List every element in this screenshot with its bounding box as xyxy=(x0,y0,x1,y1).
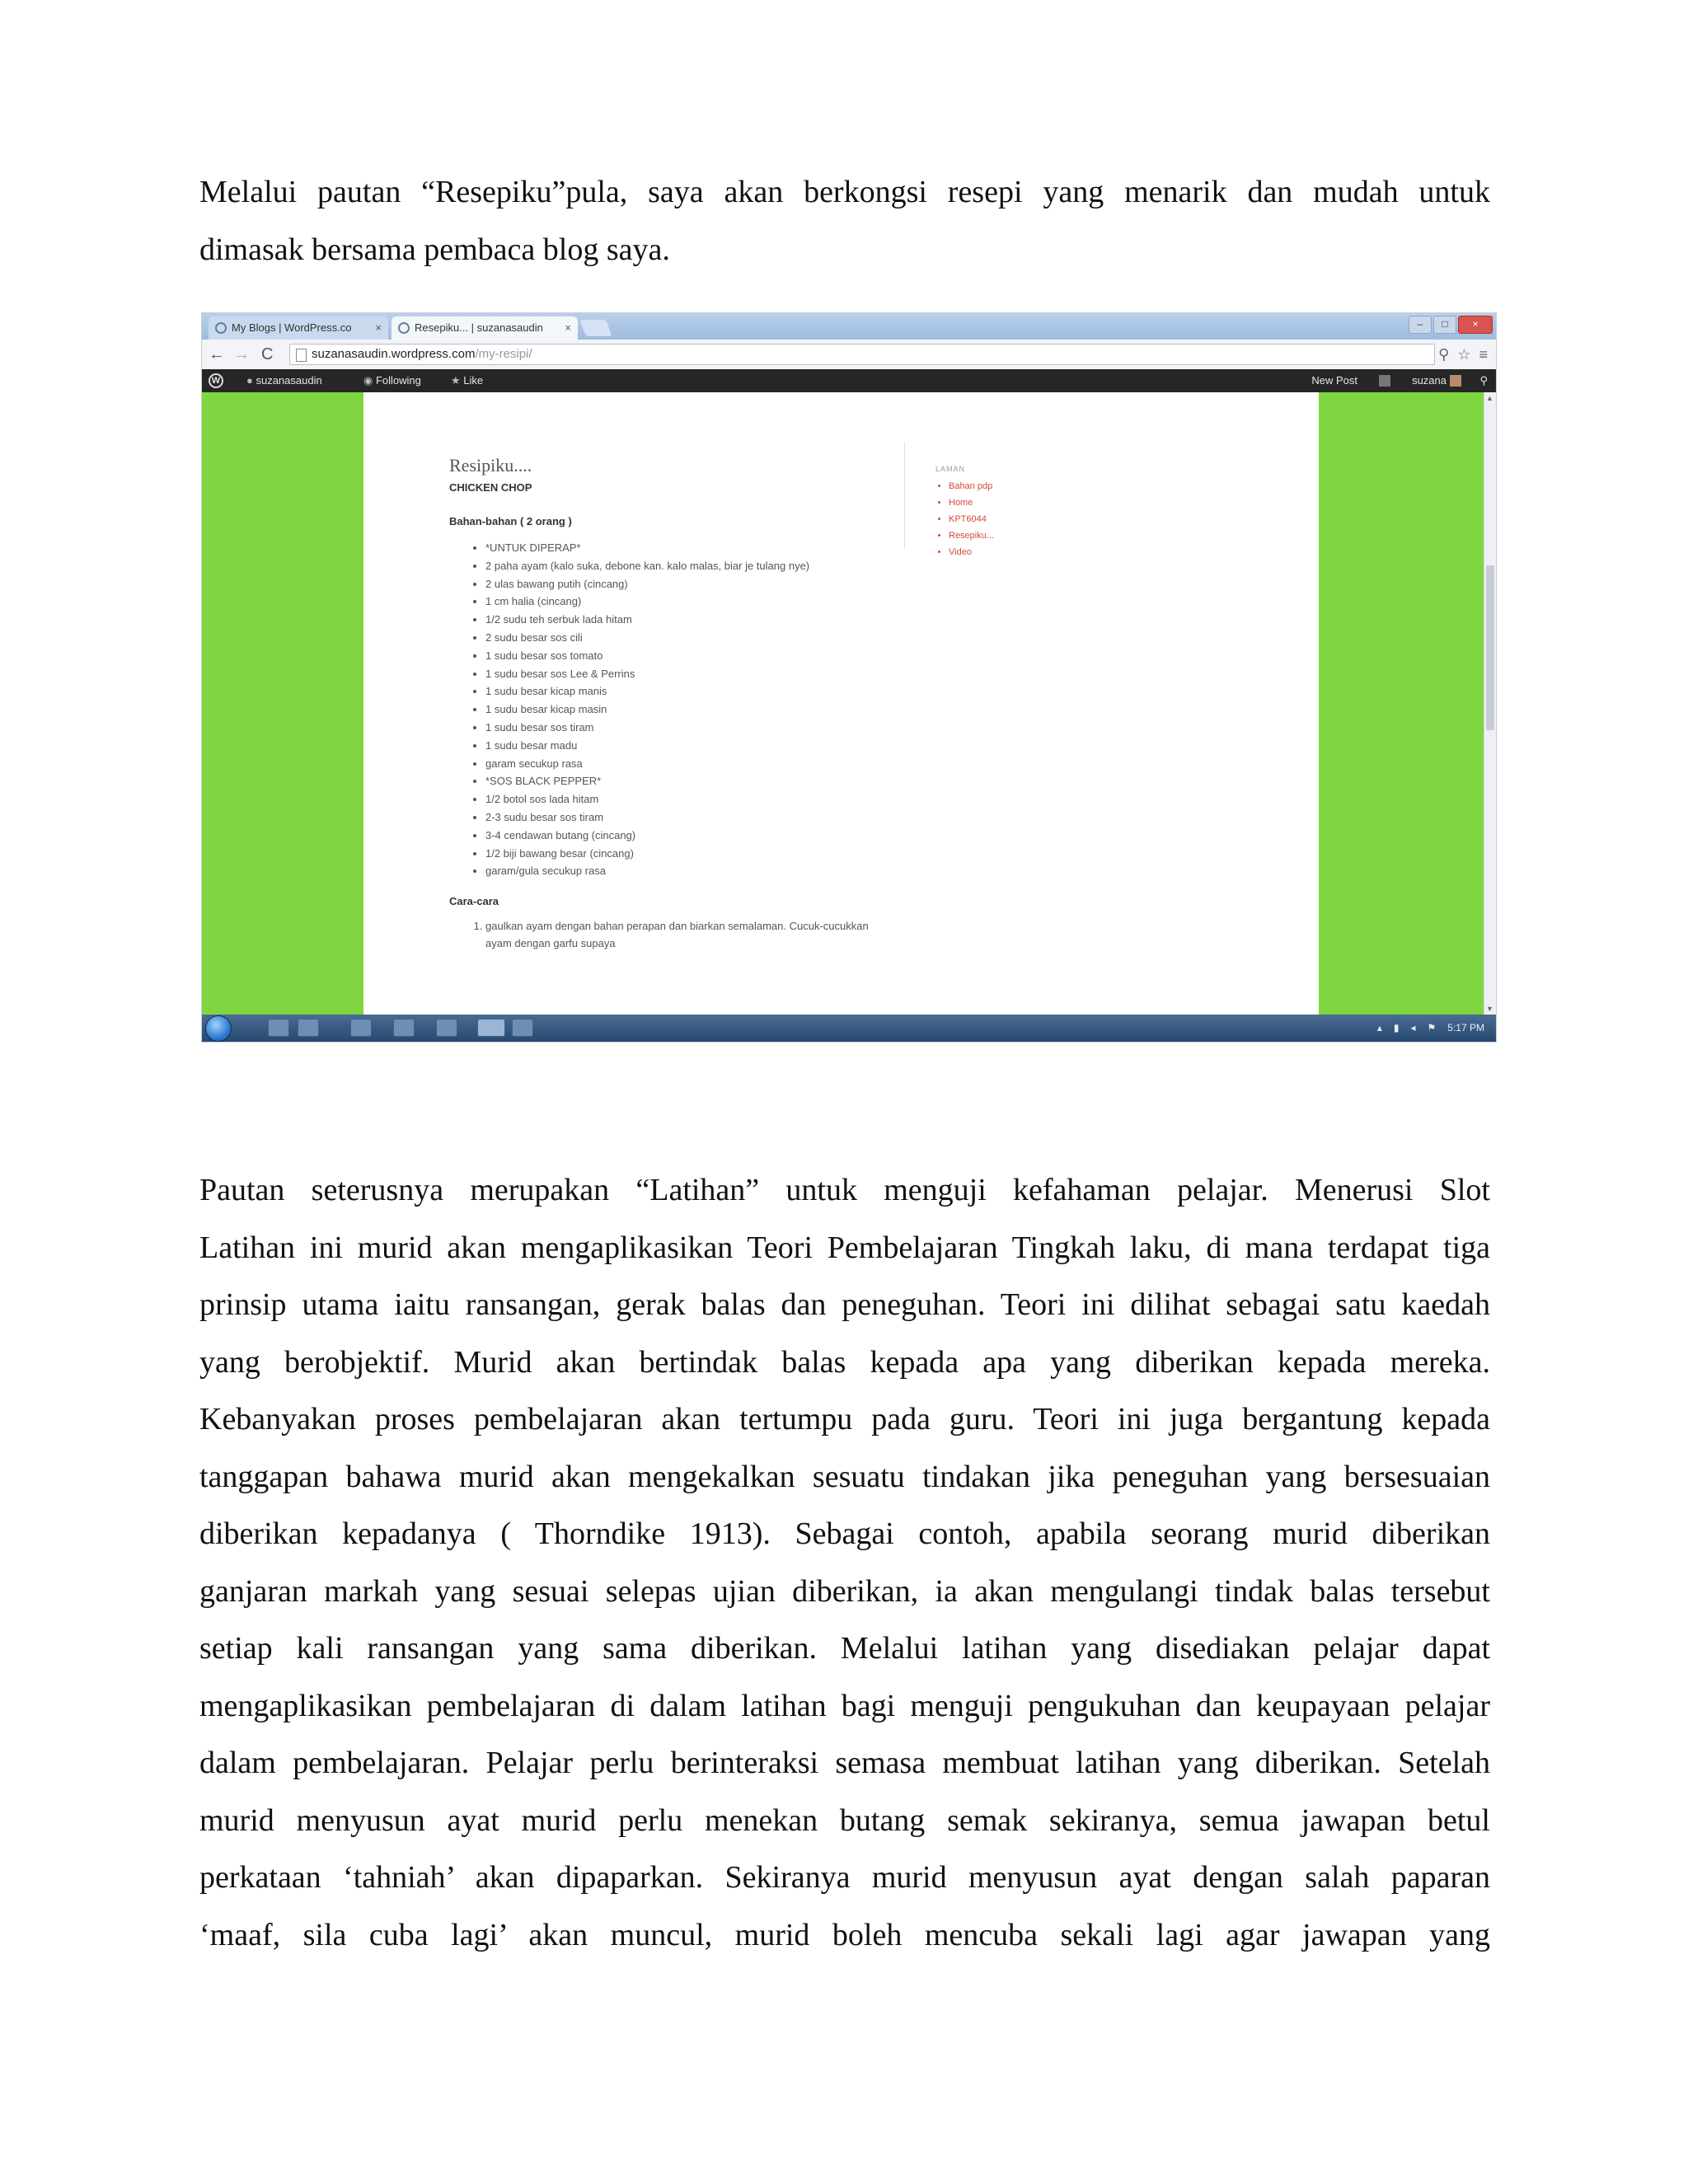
list-item: • 1 sudu besar kicap manis xyxy=(485,682,911,701)
sidebar-item-kpt6044: • KPT6044 xyxy=(949,511,994,527)
flag-icon: ⚑ xyxy=(1427,1022,1437,1033)
recipe-name: CHICKEN CHOP xyxy=(449,481,532,494)
start-button-icon xyxy=(205,1015,232,1042)
list-item: • 1 sudu besar kicap masin xyxy=(485,701,911,719)
star-icon: ★ xyxy=(451,374,464,387)
intro-paragraph xyxy=(199,164,1490,279)
ingredient-list xyxy=(449,539,911,880)
list-item: • *UNTUK DIPERAP* xyxy=(485,539,911,557)
close-icon: × xyxy=(375,321,382,334)
url-host: suzanasaudin.wordpress.com xyxy=(312,347,476,361)
sidebar-item-bahan-pdp: • Bahan pdp xyxy=(949,478,994,494)
paragraph-line: mengaplikasikan pembelajaran di dalam latihan bagi menguji pengukuhan dan keupayaan pelajar xyxy=(199,1688,1490,1723)
notifications-icon xyxy=(1379,375,1390,387)
list-item: • garam secukup rasa xyxy=(485,755,911,773)
paragraph-line: dimasak bersama pembaca blog saya. xyxy=(199,232,670,267)
following-label: Following xyxy=(375,374,421,387)
blog-post xyxy=(449,455,911,952)
reader-icon: ◉ xyxy=(363,374,376,387)
blog-content-area xyxy=(363,392,1319,1015)
url-path: /my-resipi/ xyxy=(475,347,532,361)
system-tray xyxy=(1377,1015,1484,1042)
list-item: • 1/2 botol sos lada hitam xyxy=(485,790,911,808)
clock: 5:17 PM xyxy=(1447,1022,1484,1033)
body-paragraph xyxy=(199,1162,1490,1964)
media-player-icon xyxy=(350,1019,372,1037)
page-background-right xyxy=(1319,392,1484,1015)
zoom-icon: ⚲ xyxy=(1438,346,1450,363)
new-post-link: New Post xyxy=(1311,374,1357,387)
taskbar-app-icon xyxy=(436,1019,457,1037)
browser-tab-strip xyxy=(202,313,1496,340)
close-window-icon: × xyxy=(1458,316,1493,334)
site-name: suzanasaudin xyxy=(256,374,322,387)
paragraph-line: Pautan seterusnya merupakan “Latihan” untuk menguji kefahaman pelajar. Menerusi Slot xyxy=(199,1173,1490,1207)
like-label: Like xyxy=(463,374,484,387)
network-icon: ▮ xyxy=(1393,1022,1400,1033)
sidebar-item-home: • Home xyxy=(949,494,994,511)
site-link xyxy=(246,369,322,392)
browser-toolbar xyxy=(202,340,1496,370)
like-button xyxy=(451,369,483,392)
scroll-down-arrow-icon: ▼ xyxy=(1486,1005,1493,1013)
tab-label: My Blogs | WordPress.co xyxy=(232,321,352,334)
paragraph-line: perkataan ‘tahniah’ akan dipaparkan. Sekiranya murid menyusun ayat dengan salah paparan xyxy=(199,1860,1490,1895)
taskbar-app-icon xyxy=(512,1019,533,1037)
window-controls xyxy=(1409,316,1493,334)
list-item: • 1 sudu besar sos tomato xyxy=(485,647,911,665)
list-item: • *SOS BLACK PEPPER* xyxy=(485,772,911,790)
paragraph-line: dalam pembelajaran. Pelajar perlu berinteraksi semasa membuat latihan yang diberikan. Setelah xyxy=(199,1746,1490,1780)
paragraph-line: Melalui pautan “Resepiku”pula, saya akan berkongsi resepi yang menarik dan mudah untuk xyxy=(199,175,1490,209)
following-link xyxy=(363,369,421,392)
post-title: Resipiku.... xyxy=(449,455,532,476)
paragraph-line: ‘maaf, sila cuba lagi’ akan muncul, murid boleh mencuba sekali lagi agar jawapan yang xyxy=(199,1917,1490,1952)
page-icon xyxy=(296,349,307,362)
wordpress-logo-icon: W xyxy=(209,373,223,388)
maximize-icon: □ xyxy=(1433,316,1456,334)
sidebar-divider xyxy=(904,442,905,549)
list-item: • 2 ulas bawang putih (cincang) xyxy=(485,575,911,593)
minimize-icon: – xyxy=(1409,316,1432,334)
paragraph-line: Latihan ini murid akan mengaplikasikan Teori Pembelajaran Tingkah laku, di mana terdapat tiga xyxy=(199,1230,1490,1265)
file-explorer-icon xyxy=(298,1019,319,1037)
list-item: • 2 sudu besar sos cili xyxy=(485,629,911,647)
user-menu: suzana xyxy=(1412,374,1447,387)
search-icon: ⚲ xyxy=(1479,374,1488,387)
list-item: • 2-3 sudu besar sos tiram xyxy=(485,808,911,827)
taskbar-app-icon xyxy=(393,1019,415,1037)
globe-icon: ● xyxy=(246,374,256,387)
sidebar-title: LAMAN xyxy=(935,465,966,473)
scroll-up-arrow-icon: ▲ xyxy=(1486,394,1493,402)
embedded-browser-screenshot xyxy=(202,313,1496,1042)
list-item: • 2 paha ayam (kalo suka, debone kan. kalo malas, biar je tulang nye) xyxy=(485,557,832,575)
browser-tab-active xyxy=(392,316,578,340)
page-scrollbar xyxy=(1484,392,1496,1015)
steps-heading: Cara-cara xyxy=(449,895,499,908)
list-item: • 1 sudu besar sos Lee & Perrins xyxy=(485,665,911,683)
menu-icon: ≡ xyxy=(1479,346,1488,363)
avatar xyxy=(1450,375,1461,387)
paragraph-line: murid menyusun ayat murid perlu menekan butang semak sekiranya, semua jawapan betul xyxy=(199,1802,1490,1838)
paragraph-line: ganjaran markah yang sesuai selepas ujian diberikan, ia akan mengulangi tindak balas tersebut xyxy=(199,1573,1490,1609)
paragraph-line: Kebanyakan proses pembelajaran akan tertumpu pada guru. Teori ini juga bergantung kepada xyxy=(199,1402,1490,1436)
list-item: • 1 sudu besar madu xyxy=(485,737,911,755)
tray-arrow-icon: ▴ xyxy=(1376,1022,1382,1033)
windows-taskbar xyxy=(202,1015,1496,1042)
paragraph-line: diberikan kepadanya ( Thorndike 1913). Sebagai contoh, apabila seorang murid diberikan xyxy=(199,1516,1490,1551)
page-background-left xyxy=(202,392,363,1015)
list-item: • 1 sudu besar sos tiram xyxy=(485,719,911,737)
new-tab-button xyxy=(579,320,612,336)
list-item: 1. gaulkan ayam dengan bahan perapan dan biarkan semalaman. Cucuk-cucukkan ayam dengan garfu supaya xyxy=(485,917,873,952)
sidebar-item-video: • Video xyxy=(949,544,994,560)
wordpress-admin-bar xyxy=(202,369,1496,392)
list-item: • 1/2 sudu teh serbuk lada hitam xyxy=(485,611,911,629)
close-icon: × xyxy=(565,321,571,334)
internet-explorer-icon xyxy=(268,1019,289,1037)
sidebar-widget xyxy=(935,465,994,560)
paragraph-line: tanggapan bahawa murid akan mengekalkan sesuatu tindakan jika peneguhan yang bersesuaian xyxy=(199,1459,1490,1494)
wordpress-favicon-icon xyxy=(398,322,410,334)
reload-icon: C xyxy=(261,345,274,363)
volume-icon: ◂ xyxy=(1410,1022,1416,1033)
scrollbar-thumb xyxy=(1486,565,1494,730)
star-icon: ☆ xyxy=(1457,346,1471,363)
forward-arrow-icon: → xyxy=(233,345,250,363)
paragraph-line: setiap kali ransangan yang sama diberikan. Melalui latihan yang disediakan pelajar dapat xyxy=(199,1631,1490,1666)
tab-label: Resepiku... | suzanasaudin xyxy=(415,321,543,334)
back-arrow-icon: ← xyxy=(209,345,225,363)
ingredients-heading: Bahan-bahan ( 2 orang ) xyxy=(449,515,572,527)
list-item: • garam/gula secukup rasa xyxy=(485,862,911,880)
steps-list xyxy=(449,917,873,952)
chrome-icon xyxy=(477,1019,505,1037)
address-bar xyxy=(289,344,1435,365)
paragraph-line: prinsip utama iaitu ransangan, gerak balas dan peneguhan. Teori ini dilihat sebagai satu kaedah xyxy=(199,1287,1490,1322)
list-item: • 3-4 cendawan butang (cincang) xyxy=(485,827,911,845)
browser-tab xyxy=(209,316,388,340)
sidebar-page-list xyxy=(935,478,994,560)
list-item: • 1/2 biji bawang besar (cincang) xyxy=(485,845,911,863)
list-item: • 1 cm halia (cincang) xyxy=(485,593,911,611)
sidebar-item-resepiku: • Resepiku... xyxy=(949,527,994,544)
paragraph-line: yang berobjektif. Murid akan bertindak balas kepada apa yang diberikan kepada mereka. xyxy=(199,1344,1490,1380)
wordpress-favicon-icon xyxy=(215,322,227,334)
toolbar-right-icons xyxy=(1438,344,1488,365)
